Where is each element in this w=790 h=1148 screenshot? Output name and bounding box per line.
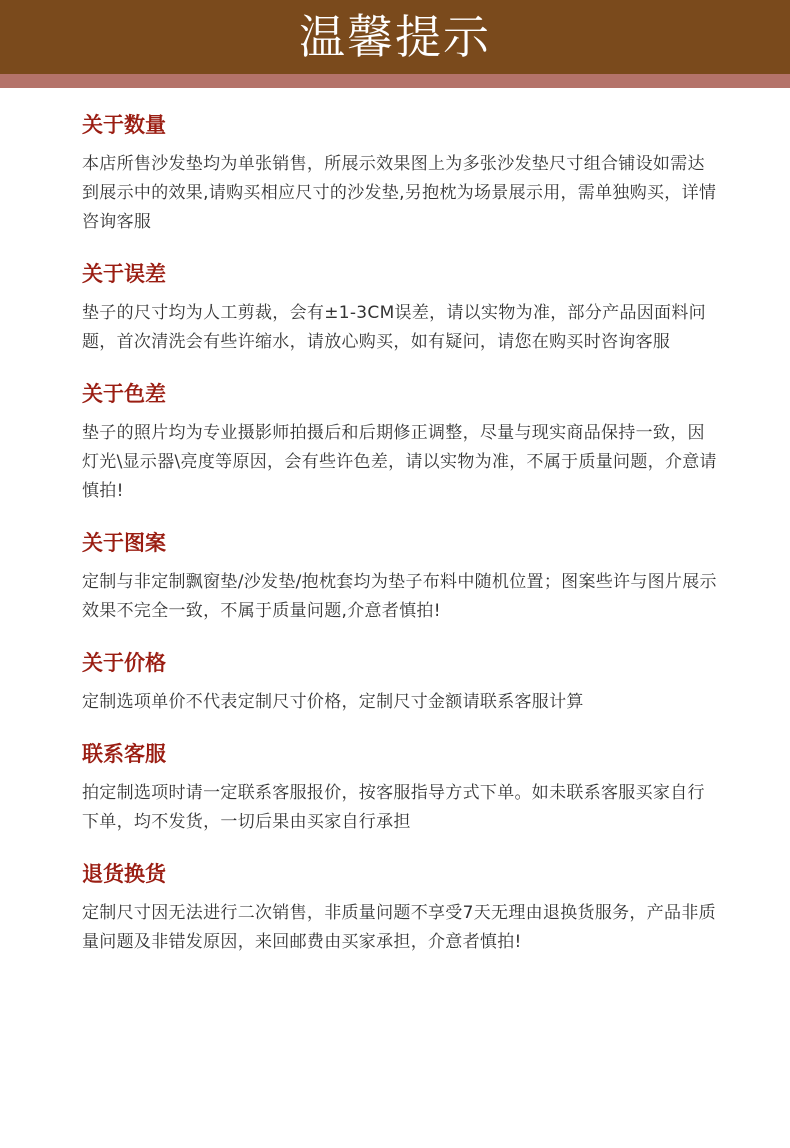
section-title: 关于误差 [82,262,166,286]
header-banner [0,0,790,74]
notice-content [0,88,722,957]
section-body: 垫子的尺寸均为人工剪裁，会有±1-3CM误差，请以实物为准，部分产品因面料问题，首次清洗会有些许缩水，请放心购买，如有疑问，请您在购买时咨询客服 [82,303,706,352]
section-contact [82,739,722,837]
section-body: 本店所售沙发垫均为单张销售，所展示效果图上为多张沙发垫尺寸组合铺设如需达到展示中的效果,请购买相应尺寸的沙发垫,另抱枕为场景展示用，需单独购买，详情咨询客服 [82,154,717,232]
section-error [82,259,722,357]
section-body: 定制尺寸因无法进行二次销售，非质量问题不享受7天无理由退换货服务，产品非质量问题及非错发原因，来回邮费由买家承担，介意者慎拍! [82,903,716,952]
section-body: 拍定制选项时请一定联系客服报价，按客服指导方式下单。如未联系客服买家自行下单，均不发货，一切后果由买家自行承担 [82,783,705,832]
section-body: 定制选项单价不代表定制尺寸价格，定制尺寸金额请联系客服计算 [82,692,584,712]
section-title: 关于色差 [82,382,166,406]
page-title: 温馨提示 [299,10,491,64]
section-body: 定制与非定制飘窗垫/沙发垫/抱枕套均为垫子布料中随机位置；图案些许与图片展示效果不完全一致，不属于质量问题,介意者慎拍! [82,572,717,621]
section-quantity [82,110,722,237]
section-price [82,648,722,717]
section-title: 关于数量 [82,113,166,137]
section-returns [82,859,722,957]
section-color [82,379,722,506]
section-pattern [82,528,722,626]
section-body: 垫子的照片均为专业摄影师拍摄后和后期修正调整，尽量与现实商品保持一致，因灯光\显示器\亮度等原因，会有些许色差，请以实物为准，不属于质量问题，介意请慎拍! [82,423,717,501]
section-title: 退货换货 [82,862,166,886]
section-title: 关于图案 [82,531,166,555]
section-title: 联系客服 [82,742,166,766]
header-divider [0,74,790,88]
section-title: 关于价格 [82,651,166,675]
